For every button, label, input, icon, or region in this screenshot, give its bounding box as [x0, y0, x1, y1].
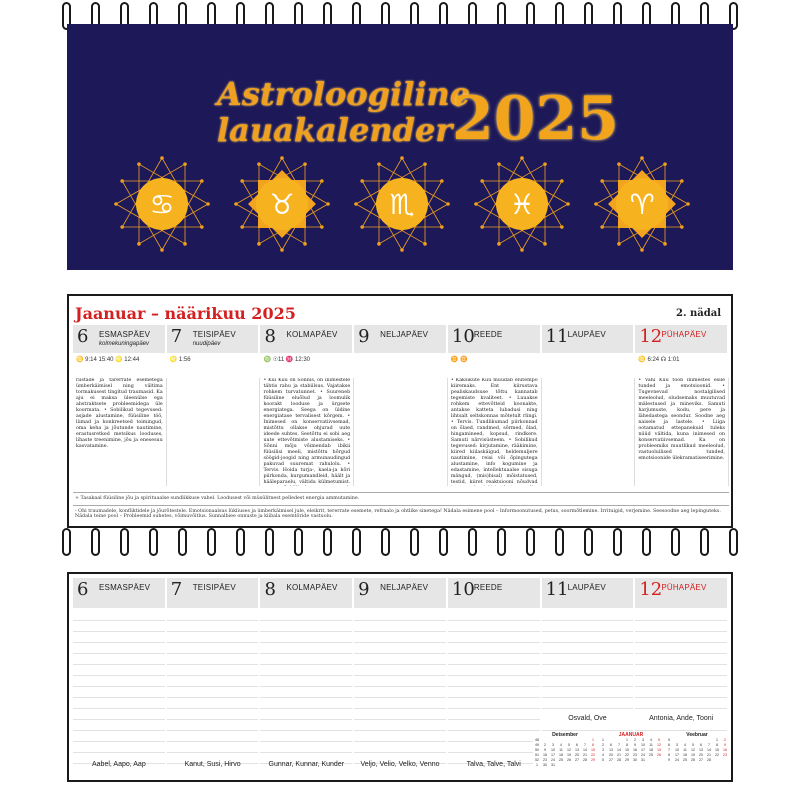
mini-calendar-grid — [599, 738, 663, 763]
astro-text-columns — [73, 378, 729, 486]
zodiac-row — [107, 149, 697, 259]
mini-calendar-day: 5 — [658, 738, 660, 742]
name-day-names: Aabel, Aapo, Aap — [92, 761, 146, 768]
day-number: 12 — [639, 326, 663, 347]
mini-calendar-day: 9 — [634, 743, 636, 747]
mini-calendar-day: 3 — [552, 743, 554, 747]
mini-calendar-day — [573, 763, 581, 768]
mini-calendar-day — [557, 763, 565, 768]
day-header — [167, 578, 261, 608]
moon-phase-info — [354, 356, 448, 370]
day-number: 12 — [639, 579, 663, 600]
day-name: REEDE — [473, 583, 503, 592]
mini-calendar-day: 10 — [641, 743, 645, 747]
mini-calendar-day: 20 — [609, 753, 613, 757]
day-name: PÜHAPÄEV — [661, 330, 707, 339]
name-day-names: Talva, Talve, Talvi — [466, 761, 521, 768]
lower-calendar-page — [67, 572, 733, 782]
mini-calendar-day: 30 — [633, 758, 637, 762]
mini-calendar-day: 20 — [699, 753, 703, 757]
mini-calendar-day: 2 — [724, 738, 726, 742]
mini-calendar-day: 31 — [551, 763, 555, 767]
positive-note: + Tasakaal füüsiline jõu ja spirituaalse sundlikkuse vahel. Loodusest või müsülitnest pelledest energia ammutamine. — [75, 496, 360, 501]
moon-phase-info: ♌ 1:56 — [169, 357, 191, 363]
upper-days-header — [73, 325, 729, 353]
scorpio-icon — [347, 149, 457, 259]
day-name: ESMASPÄEV — [99, 583, 151, 592]
mini-calendar-day: 8 — [592, 743, 594, 747]
day-header — [354, 578, 448, 608]
mini-calendar-day: 7 — [708, 743, 710, 747]
spiral-ring — [526, 528, 535, 556]
mini-calendar-day — [713, 758, 721, 763]
mini-calendar-day: 26 — [691, 758, 695, 762]
taurus-icon — [227, 149, 337, 259]
mini-calendar-day: 10 — [551, 748, 555, 752]
mini-calendar-grid — [533, 738, 597, 768]
divider — [73, 492, 729, 493]
mini-calendar-day: 49 — [535, 743, 539, 747]
cover-title — [217, 76, 470, 148]
spiral-ring — [120, 528, 129, 556]
mini-calendar-day: 23 — [543, 758, 547, 762]
day-name: LAUPÄEV — [567, 583, 606, 592]
mini-calendar-day: 25 — [649, 753, 653, 757]
day-name: KOLMAPÄEV — [286, 583, 338, 592]
mini-calendar-day: 8 — [668, 753, 670, 757]
mini-calendar-day: 5 — [692, 743, 694, 747]
mini-calendar-day: 19 — [567, 753, 571, 757]
mini-calendar-day: 3 — [602, 748, 604, 752]
mini-calendar-title: Veebruar — [686, 732, 708, 738]
day-header — [354, 325, 448, 353]
mini-calendar-title: JAANUAR — [618, 732, 644, 738]
mini-calendar-day: 22 — [715, 753, 719, 757]
mini-calendar-day: 28 — [583, 758, 587, 762]
spiral-ring — [468, 528, 477, 556]
astro-description: • Vähi Kuu toob inimestes esile tunded ja emotsioonid. • Tugevnevad nostalgilised meeleolud, oludsemaks muutuvad mälestused ja mineviks. Samuti harjumuste, kodu, pere ja lähedastega seondur. Soodne aeg naisele ja lastele. • Liiga ootamatud ettepanekuid tuleks nüüd vältida, kuna inimesed on konservatiivsemad. Ka on probleemiks muutlikud meeleolud, vastuoluilised tunded, emotsioonide ülekramatiseerimine. — [635, 378, 729, 486]
month-title: Jaanuar – näärikuu 2025 — [75, 304, 296, 323]
mini-calendar-day: 12 — [657, 743, 661, 747]
mini-calendar-day: 9 — [544, 748, 546, 752]
lower-days-header — [73, 578, 729, 608]
calendar-cover — [67, 24, 733, 270]
mini-calendar-day — [655, 758, 663, 763]
mini-calendar-title: Detsember — [552, 732, 578, 738]
mini-calendar-day: 13 — [699, 748, 703, 752]
day-number: 8 — [264, 579, 276, 600]
mini-calendar-day: 28 — [707, 758, 711, 762]
mini-calendar-day: 13 — [575, 748, 579, 752]
day-number: 7 — [170, 579, 183, 600]
spiral-ring — [497, 528, 506, 556]
name-day-names: Antonia, Ande, Tooni — [635, 715, 727, 722]
negative-note: - Ohi traumadele, konfliktidele ja jõurõtestele. Emotsionaalsus lükliuses ja ümberkäimisel jule, eleikrit, tererrate esemete, refraalo ja ohtlike sinetega! Nädala esimene pool – Informoonutused, petus, soormõtlemine. Irrituigid, verjemine. Seesoodne aeg lepinguteks. Nädala teine pool – Probleemid suhetes, võimuvõitlus. Sunnalbiee onnuste ja kiibala esemtõride vastuolu. — [75, 509, 721, 519]
mini-calendar-day — [581, 763, 589, 768]
mini-calendar — [599, 732, 663, 778]
mini-calendar-day: 15 — [591, 748, 595, 752]
astro-description — [542, 378, 636, 486]
mini-calendar — [533, 732, 597, 778]
mini-calendar-day: 21 — [617, 753, 621, 757]
spiral-ring — [265, 528, 274, 556]
moon-phase-info — [542, 356, 636, 370]
mini-calendar-day: 9 — [724, 743, 726, 747]
mini-calendar-day: 16 — [633, 748, 637, 752]
spiral-ring — [700, 528, 709, 556]
mini-calendar-day: 1 — [626, 738, 628, 742]
mini-calendar-day: 24 — [551, 758, 555, 762]
spiral-ring — [62, 528, 71, 556]
astro-description: riistade ja tarerrate esemetega ümberkäimisel ning vältima tormakusest tingitud traumasid. Ka aju ei maksa üleenülse ega abstraktsete probleemidega üle koormata. • Sobilikud tegevused: asjade alustamine, füüsiline töö, liimad ja konkreetsed toimingud, oma keha ja jõutunde nautimine, erastusretked metsikus looduses, lihaste treenimine, jõu ja enesesuu kasvatamine. — [73, 378, 167, 486]
day-header — [542, 325, 636, 353]
mini-calendar-day: 1 — [602, 738, 604, 742]
spiral-ring — [410, 528, 419, 556]
day-holiday: kolmekuningapäev — [99, 341, 150, 347]
day-number: 6 — [77, 579, 89, 600]
mini-calendar-day — [721, 758, 729, 763]
moon-phase-info: ♋ 6:24 ☊ 1:01 — [638, 357, 680, 363]
mini-calendar-day: 21 — [583, 753, 587, 757]
day-header — [260, 578, 354, 608]
mini-calendar-day: 19 — [691, 753, 695, 757]
mini-calendar-day — [565, 763, 573, 768]
mini-calendar-day: 4 — [602, 753, 604, 757]
mini-calendar-day: 29 — [625, 758, 629, 762]
svg-text:♉: ♉ — [269, 188, 295, 221]
day-name: ESMASPÄEV — [99, 330, 151, 339]
mini-calendar-day: 18 — [649, 748, 653, 752]
mini-calendar-day: 17 — [641, 748, 645, 752]
mini-calendar-day: 5 — [602, 758, 604, 762]
mini-calendar-day: 15 — [625, 748, 629, 752]
mini-calendar-day: 25 — [559, 758, 563, 762]
day-number: 6 — [77, 326, 89, 347]
svg-text:♋: ♋ — [149, 188, 175, 221]
mini-calendar-grid — [665, 738, 729, 763]
astro-description — [354, 378, 448, 486]
mini-calendar-day: 1 — [716, 738, 718, 742]
upper-calendar-page — [67, 294, 733, 528]
spiral-ring — [91, 528, 100, 556]
mini-calendar-day: 18 — [559, 753, 563, 757]
cover-title-line1: Astroloogiline — [217, 75, 471, 113]
day-number: 8 — [264, 326, 276, 347]
astro-description: • Kui Kuu on Sõnnis, on inimestele tähtis rahu ja stabiilsus. Vajatakse rohkem turvatunnet. • Suureneb füüsiline eluõlud ja loomulik koorakt looduse ja ürgsete energiatega. Seega on üldine energiatase tervalisest kõrgem. • Inimesed on konservatiivsemad, mistõttu ollakse ohjurad uute ideede suhtes. Seetõttu ei sobi aeg uute ettevõtmiste alustamiseks. • Sõnni mõju võimendab ibikii füüsilisi meeli, mistõttu hõrgud söögid-joogid ning armunaudingud pakuvad suuremat rahulolu. • Tervis. Hoida turja-, kaela-ja kõri piirkonda, kurgumandleid, häält ja hääleparaelu, vältida külmetumist. — [260, 378, 354, 486]
mini-calendar-day: 29 — [591, 758, 595, 762]
day-notes-column[interactable] — [260, 610, 354, 770]
mini-calendar-day: 50 — [535, 748, 539, 752]
day-number: 11 — [545, 326, 569, 347]
mini-calendar-day: 52 — [535, 758, 539, 762]
mini-calendar-day: 14 — [707, 748, 711, 752]
moon-phase-info: ♋ 9:14 15:40 ♌ 12:44 — [76, 357, 140, 363]
mini-calendar-day: 23 — [633, 753, 637, 757]
name-day-names: Osvald, Ove — [542, 715, 634, 722]
spiral-ring — [294, 528, 303, 556]
mini-calendar-day: 16 — [543, 753, 547, 757]
spiral-ring — [149, 528, 158, 556]
spiral-ring — [584, 528, 593, 556]
day-name: TEISIPÄEV — [192, 583, 236, 592]
day-notes-column[interactable] — [448, 610, 542, 770]
day-number: 7 — [170, 326, 183, 347]
aries-icon — [587, 149, 697, 259]
spiral-ring — [178, 528, 187, 556]
svg-text:♓: ♓ — [509, 188, 535, 221]
mini-calendar-day: 8 — [626, 743, 628, 747]
day-number: 11 — [545, 579, 569, 600]
day-name: TEISIPÄEV — [192, 330, 236, 339]
mini-calendar-day: 16 — [723, 748, 727, 752]
moon-phase-info: ♊ ♊ — [450, 357, 468, 363]
mini-calendar-day: 8 — [716, 743, 718, 747]
spiral-binding-middle — [62, 528, 738, 558]
mini-calendar-day: 15 — [715, 748, 719, 752]
mini-calendar-day: 22 — [591, 753, 595, 757]
mini-calendar-day: 24 — [641, 753, 645, 757]
mini-calendar-day: 27 — [699, 758, 703, 762]
mini-calendar-day: 14 — [583, 748, 587, 752]
mini-calendar-day: 11 — [649, 743, 653, 747]
mini-calendar-day: 20 — [575, 753, 579, 757]
day-number: 9 — [358, 326, 370, 347]
mini-calendar-day: 12 — [691, 748, 695, 752]
spiral-ring — [671, 528, 680, 556]
mini-calendar-day: 14 — [617, 748, 621, 752]
mini-calendar-day: 28 — [617, 758, 621, 762]
mini-calendar-day — [589, 763, 597, 768]
mini-calendar-day: 12 — [567, 748, 571, 752]
mini-calendar-day: 13 — [609, 748, 613, 752]
mini-calendar-day: 3 — [642, 738, 644, 742]
mini-calendars — [533, 732, 729, 778]
mini-calendar-day: 2 — [634, 738, 636, 742]
mini-calendar-day: 10 — [675, 748, 679, 752]
day-name: REEDE — [473, 330, 503, 339]
spiral-ring — [323, 528, 332, 556]
day-notes-column[interactable] — [167, 610, 261, 770]
moon-phase-info: ♍ ☉11 ♓ 12:30 — [263, 357, 311, 363]
mini-calendar-day: 26 — [567, 758, 571, 762]
mini-calendar-day: 22 — [625, 753, 629, 757]
day-header — [260, 325, 354, 353]
mini-calendar-day: 11 — [683, 748, 687, 752]
mini-calendar-day: 9 — [668, 758, 670, 762]
day-header — [635, 578, 729, 608]
mini-calendar-day: 25 — [683, 758, 687, 762]
mini-calendar-day: 24 — [675, 758, 679, 762]
day-header — [635, 325, 729, 353]
mini-calendar-day: 6 — [668, 743, 670, 747]
spiral-ring — [352, 528, 361, 556]
mini-calendar-day: 6 — [610, 743, 612, 747]
day-header — [448, 578, 542, 608]
mini-calendar-day: 1 — [536, 763, 538, 767]
day-notes-column[interactable] — [354, 610, 448, 770]
mini-calendar-day: 2 — [602, 743, 604, 747]
mini-calendar-day: 4 — [650, 738, 652, 742]
day-number: 10 — [451, 326, 475, 347]
name-day-names: Veljo, Velio, Velko, Venno — [360, 761, 440, 768]
day-number: 10 — [451, 579, 475, 600]
astro-description: • Kaksikute Kuu muudab elutempo kiiremaks. Ent kiirustava pealiskaudsuse tõttu kannatab tegemiste kvaliteet. • Luuakse rohkem ettevõtteid koonakte, antakse katteta lubadusi ning lihtsalt seltskonnas mõtetult rlingi. • Tervis. Tundlikumad piirkonnad on õlaed, randmed, sõrmed, õlad, hingamineed, kopsud, rindkere. Samuti närvisüsteem. • Sobilikud tegevused: kirjutamine, rääkimine, kiired kiilaskäigud, heldemuljere nautimine, reisi või õpingutega alustamine, info kogumine ja edastamine, intellektuaalse sisuga mängud, (mis)bisal) mõistatused, testid, kiiret reaktsiooni nõudvad — [448, 378, 542, 486]
mini-calendar-day: 27 — [575, 758, 579, 762]
day-name: KOLMAPÄEV — [286, 330, 338, 339]
mini-calendar-day: 3 — [676, 743, 678, 747]
day-header — [448, 325, 542, 353]
mini-calendar-day: 31 — [641, 758, 645, 762]
mini-calendar-day: 23 — [723, 753, 727, 757]
spiral-ring — [439, 528, 448, 556]
cover-title-line2: lauakalender — [217, 111, 453, 149]
mini-calendar-day: 7 — [584, 743, 586, 747]
mini-calendar-day: 17 — [675, 753, 679, 757]
spiral-ring — [555, 528, 564, 556]
mini-calendar-day: 7 — [618, 743, 620, 747]
mini-calendar-day: 11 — [559, 748, 563, 752]
mini-calendar-day: 1 — [592, 738, 594, 742]
mini-calendar-day: 19 — [657, 748, 661, 752]
cancer-icon — [107, 149, 217, 259]
day-number: 9 — [358, 579, 370, 600]
astro-description — [167, 378, 261, 486]
svg-text:♏: ♏ — [389, 188, 415, 221]
mini-calendar-day: 30 — [543, 763, 547, 767]
spiral-ring — [236, 528, 245, 556]
spiral-ring — [729, 528, 738, 556]
divider — [73, 505, 729, 506]
mini-calendar-day: 18 — [683, 753, 687, 757]
spiral-ring — [207, 528, 216, 556]
day-name: LAUPÄEV — [567, 330, 606, 339]
name-day-names: Gunnar, Kunnar, Kunder — [268, 761, 345, 768]
spiral-ring — [642, 528, 651, 556]
mini-calendar-day: 5 — [568, 743, 570, 747]
mini-calendar-day: 4 — [560, 743, 562, 747]
day-holiday: nuudipäev — [192, 341, 221, 347]
cover-year: 2025 — [452, 84, 619, 154]
mini-calendar-day: 4 — [684, 743, 686, 747]
day-header — [167, 325, 261, 353]
mini-calendar-day: 5 — [668, 738, 670, 742]
mini-calendar-day: 6 — [700, 743, 702, 747]
day-notes-column[interactable] — [73, 610, 167, 770]
mini-calendar-day: 21 — [707, 753, 711, 757]
mini-calendar-day: 27 — [609, 758, 613, 762]
svg-text:♈: ♈ — [629, 188, 655, 221]
spiral-ring — [613, 528, 622, 556]
mini-calendar-day: 48 — [535, 738, 539, 742]
day-name: NELJAPÄEV — [380, 583, 429, 592]
mini-calendar-day: 2 — [544, 743, 546, 747]
mini-calendar-day: 51 — [535, 753, 539, 757]
spiral-ring — [381, 528, 390, 556]
day-header — [542, 578, 636, 608]
mini-calendar-day: 17 — [551, 753, 555, 757]
name-day-names: Kanut, Susi, Hirvo — [184, 761, 241, 768]
mini-calendar-day — [647, 758, 655, 763]
day-name: PÜHAPÄEV — [661, 583, 707, 592]
mini-calendar — [665, 732, 729, 778]
day-header — [73, 325, 167, 353]
mini-calendar-day: 7 — [668, 748, 670, 752]
day-name: NELJAPÄEV — [380, 330, 429, 339]
pisces-icon — [467, 149, 577, 259]
mini-calendar-day: 6 — [576, 743, 578, 747]
week-label: 2. nädal — [676, 308, 721, 319]
astro-row — [73, 356, 729, 370]
mini-calendar-day: 26 — [657, 753, 661, 757]
day-header — [73, 578, 167, 608]
